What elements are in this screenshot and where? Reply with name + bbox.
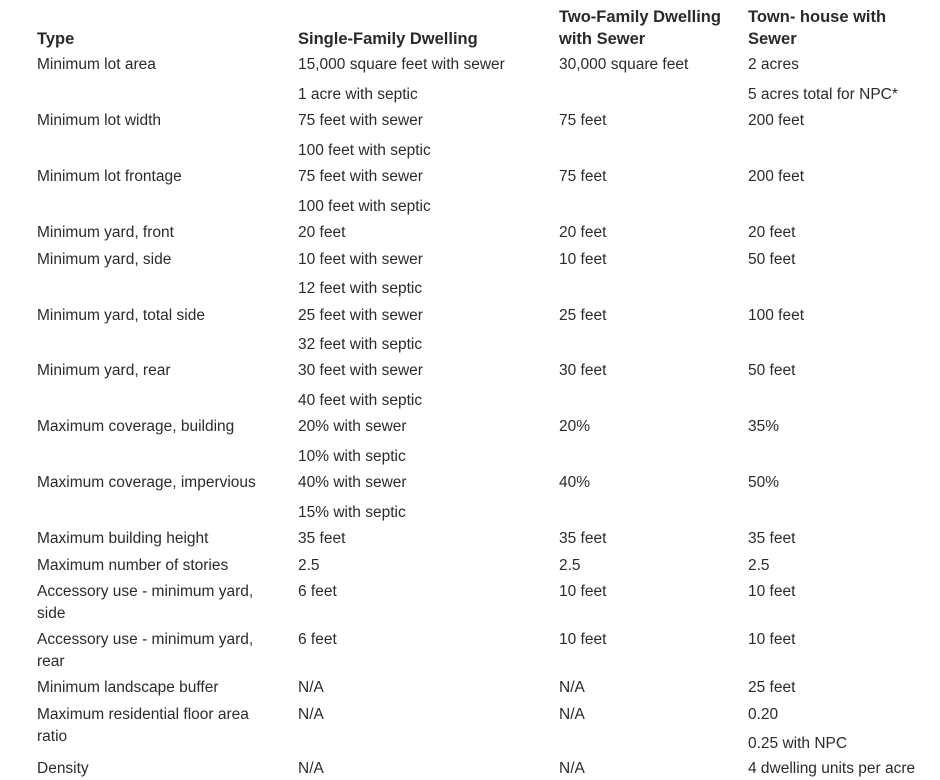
- townhouse-value: 50%: [748, 474, 780, 491]
- townhouse-value: 0.20: [748, 706, 779, 723]
- header-type: Type: [37, 30, 75, 48]
- townhouse-value: 10 feet: [748, 631, 796, 648]
- row-label: Maximum number of stories: [37, 557, 229, 574]
- townhouse-value: 200 feet: [748, 112, 805, 129]
- single-family-value: 6 feet: [298, 583, 337, 600]
- row-label: Maximum coverage, impervious: [37, 474, 256, 491]
- row-label: Maximum coverage, building: [37, 418, 235, 435]
- single-family-value: 25 feet with sewer: [298, 307, 423, 324]
- two-family-value: N/A: [559, 760, 585, 777]
- townhouse-value: 35%: [748, 418, 780, 435]
- single-family-value: 100 feet with septic: [298, 142, 431, 159]
- two-family-value: 20 feet: [559, 224, 607, 241]
- row-label: Accessory use - minimum yard, side: [37, 583, 254, 622]
- single-family-value: 30 feet with sewer: [298, 362, 423, 379]
- row-label: Minimum lot width: [37, 112, 162, 129]
- townhouse-value: 50 feet: [748, 362, 796, 379]
- two-family-value: 10 feet: [559, 631, 607, 648]
- two-family-value: 20%: [559, 418, 591, 435]
- header-single-family: Single-Family Dwelling: [298, 30, 478, 48]
- single-family-value: 1 acre with septic: [298, 86, 418, 103]
- single-family-value: 12 feet with septic: [298, 280, 423, 297]
- single-family-value: 10% with septic: [298, 448, 406, 465]
- two-family-value: N/A: [559, 706, 585, 723]
- townhouse-value: 10 feet: [748, 583, 796, 600]
- townhouse-value: 20 feet: [748, 224, 796, 241]
- single-family-value: 15,000 square feet with sewer: [298, 56, 505, 73]
- row-label: Minimum yard, total side: [37, 307, 205, 324]
- single-family-value: 6 feet: [298, 631, 337, 648]
- header-townhouse: Town- house with Sewer: [748, 8, 887, 48]
- two-family-value: 10 feet: [559, 251, 607, 268]
- two-family-value: 40%: [559, 474, 591, 491]
- single-family-value: 75 feet with sewer: [298, 112, 423, 129]
- single-family-value: 2.5: [298, 557, 320, 574]
- townhouse-value: 35 feet: [748, 530, 796, 547]
- row-label: Minimum yard, front: [37, 224, 174, 241]
- single-family-value: 32 feet with septic: [298, 336, 423, 353]
- single-family-value: 15% with septic: [298, 504, 406, 521]
- single-family-value: N/A: [298, 706, 324, 723]
- townhouse-value: 4 dwelling units per acre: [748, 760, 916, 777]
- townhouse-value: 200 feet: [748, 168, 805, 185]
- two-family-value: 75 feet: [559, 168, 607, 185]
- two-family-value: 25 feet: [559, 307, 607, 324]
- single-family-value: 20 feet: [298, 224, 346, 241]
- row-label: Minimum landscape buffer: [37, 679, 219, 696]
- row-label: Minimum yard, rear: [37, 362, 171, 379]
- townhouse-value: 0.25 with NPC: [748, 735, 848, 752]
- townhouse-value: 25 feet: [748, 679, 796, 696]
- townhouse-value: 2.5: [748, 557, 770, 574]
- townhouse-value: 50 feet: [748, 251, 796, 268]
- single-family-value: N/A: [298, 679, 324, 696]
- two-family-value: 2.5: [559, 557, 581, 574]
- two-family-value: N/A: [559, 679, 585, 696]
- single-family-value: 40 feet with septic: [298, 392, 423, 409]
- single-family-value: 20% with sewer: [298, 418, 407, 435]
- townhouse-value: 2 acres: [748, 56, 799, 73]
- row-label: Minimum yard, side: [37, 251, 172, 268]
- single-family-value: 10 feet with sewer: [298, 251, 423, 268]
- row-label: Maximum residential floor area ratio: [37, 706, 249, 745]
- two-family-value: 30,000 square feet: [559, 56, 689, 73]
- two-family-value: 75 feet: [559, 112, 607, 129]
- row-label: Accessory use - minimum yard, rear: [37, 631, 254, 670]
- single-family-value: 40% with sewer: [298, 474, 407, 491]
- two-family-value: 35 feet: [559, 530, 607, 547]
- row-label: Minimum lot area: [37, 56, 156, 73]
- single-family-value: 75 feet with sewer: [298, 168, 423, 185]
- townhouse-value: 5 acres total for NPC*: [748, 86, 898, 103]
- two-family-value: 10 feet: [559, 583, 607, 600]
- row-label: Minimum lot frontage: [37, 168, 182, 185]
- single-family-value: 100 feet with septic: [298, 198, 431, 215]
- row-label: Maximum building height: [37, 530, 209, 547]
- townhouse-value: 100 feet: [748, 307, 805, 324]
- single-family-value: 35 feet: [298, 530, 346, 547]
- row-label: Density: [37, 760, 89, 777]
- header-two-family: Two-Family Dwelling with Sewer: [559, 8, 721, 48]
- two-family-value: 30 feet: [559, 362, 607, 379]
- single-family-value: N/A: [298, 760, 324, 777]
